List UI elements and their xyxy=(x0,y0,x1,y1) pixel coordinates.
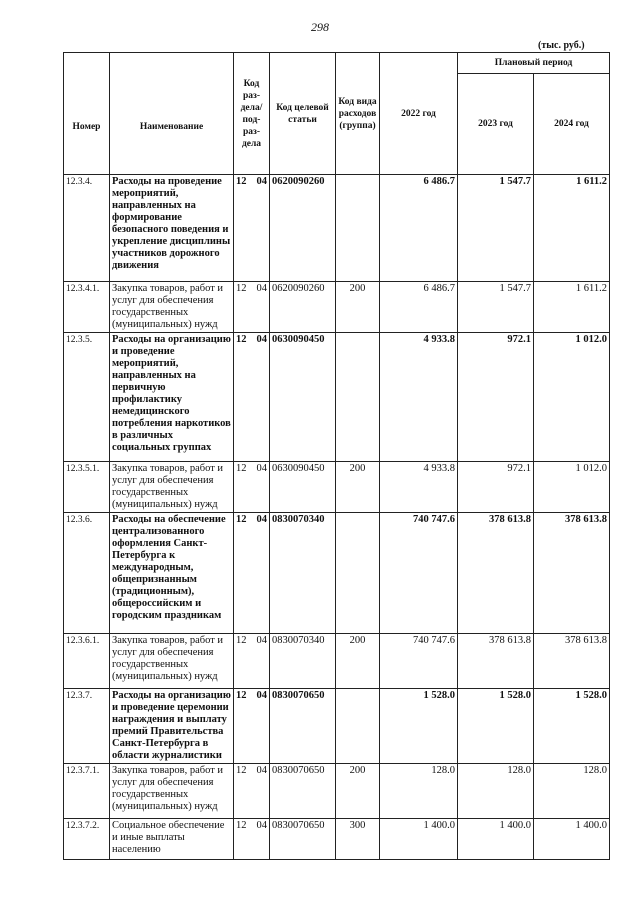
row-razdel xyxy=(234,333,270,462)
table-row xyxy=(64,175,610,282)
row-value-2022: 740 747.6 xyxy=(380,513,458,634)
header-2024: 2024 год xyxy=(534,74,610,175)
row-vid-rashodov xyxy=(336,689,380,764)
row-podrazdel-code: 04 xyxy=(256,334,267,345)
table-row xyxy=(64,764,610,819)
row-razdel-code: 12 xyxy=(236,514,247,525)
row-value-2023: 1 528.0 xyxy=(458,689,534,764)
row-value-2023: 1 547.7 xyxy=(458,282,534,333)
table-row xyxy=(64,819,610,860)
row-value-2022: 1 400.0 xyxy=(380,819,458,860)
row-vid-rashodov: 200 xyxy=(336,634,380,689)
row-number: 12.3.7.2. xyxy=(64,819,110,860)
row-name: Расходы на обеспечение централизованного оформления Санкт-Петербурга к международным, общепризнанным (традиционным), общероссийским и городским праздникам xyxy=(110,513,234,634)
row-vid-rashodov: 200 xyxy=(336,282,380,333)
header-razdel: Код раз-дела/ под-раз-дела xyxy=(234,53,270,175)
row-podrazdel-code: 04 xyxy=(256,463,267,474)
table-row xyxy=(64,689,610,764)
row-podrazdel-code: 04 xyxy=(256,765,267,776)
row-number: 12.3.7. xyxy=(64,689,110,764)
row-razdel-code: 12 xyxy=(236,690,247,701)
row-value-2024: 1 012.0 xyxy=(534,333,610,462)
row-razdel-code: 12 xyxy=(236,283,247,294)
row-value-2024: 128.0 xyxy=(534,764,610,819)
row-podrazdel-code: 04 xyxy=(256,635,267,646)
row-number: 12.3.4. xyxy=(64,175,110,282)
row-value-2023: 378 613.8 xyxy=(458,634,534,689)
table-body xyxy=(64,175,610,860)
row-name: Закупка товаров, работ и услуг для обеспечения государственных (муниципальных) нужд xyxy=(110,764,234,819)
row-value-2024: 1 611.2 xyxy=(534,282,610,333)
row-name: Расходы на проведение мероприятий, направленных на формирование безопасного поведения и укрепление дисциплины участников дорожного движения xyxy=(110,175,234,282)
row-number: 12.3.6.1. xyxy=(64,634,110,689)
row-value-2023: 1 547.7 xyxy=(458,175,534,282)
header-row xyxy=(64,53,610,74)
row-razdel-code: 12 xyxy=(236,635,247,646)
header-celevaya-statya: Код целевой статьи xyxy=(270,53,336,175)
row-vid-rashodov xyxy=(336,333,380,462)
row-razdel xyxy=(234,462,270,513)
row-name: Расходы на организацию и проведение церемонии награждения и выплату премий Правительства Санкт-Петербурга в области журналистики xyxy=(110,689,234,764)
table-row xyxy=(64,462,610,513)
row-value-2024: 1 528.0 xyxy=(534,689,610,764)
row-razdel-code: 12 xyxy=(236,820,247,831)
header-nomer: Номер xyxy=(64,53,110,175)
row-razdel xyxy=(234,689,270,764)
row-podrazdel-code: 04 xyxy=(256,690,267,701)
table-row xyxy=(64,634,610,689)
row-razdel xyxy=(234,513,270,634)
row-vid-rashodov xyxy=(336,175,380,282)
row-value-2022: 1 528.0 xyxy=(380,689,458,764)
row-razdel-code: 12 xyxy=(236,463,247,474)
row-razdel-code: 12 xyxy=(236,334,247,345)
row-value-2024: 1 012.0 xyxy=(534,462,610,513)
row-value-2023: 128.0 xyxy=(458,764,534,819)
header-naimenovanie: Наименование xyxy=(110,53,234,175)
row-value-2023: 972.1 xyxy=(458,462,534,513)
row-celevaya-statya: 0630090450 xyxy=(270,462,336,513)
row-razdel xyxy=(234,819,270,860)
row-celevaya-statya: 0830070650 xyxy=(270,689,336,764)
header-vid-rashodov: Код вида расходов (группа) xyxy=(336,53,380,175)
row-celevaya-statya: 0830070340 xyxy=(270,513,336,634)
row-value-2022: 6 486.7 xyxy=(380,282,458,333)
row-vid-rashodov xyxy=(336,513,380,634)
row-value-2022: 4 933.8 xyxy=(380,333,458,462)
row-podrazdel-code: 04 xyxy=(256,176,267,187)
budget-table xyxy=(63,52,610,860)
row-celevaya-statya: 0830070650 xyxy=(270,764,336,819)
header-2023: 2023 год xyxy=(458,74,534,175)
row-number: 12.3.7.1. xyxy=(64,764,110,819)
row-value-2024: 1 400.0 xyxy=(534,819,610,860)
row-value-2022: 740 747.6 xyxy=(380,634,458,689)
row-name: Закупка товаров, работ и услуг для обеспечения государственных (муниципальных) нужд xyxy=(110,282,234,333)
row-value-2023: 1 400.0 xyxy=(458,819,534,860)
row-name: Социальное обеспечение и иные выплаты населению xyxy=(110,819,234,860)
table-row xyxy=(64,513,610,634)
row-value-2024: 1 611.2 xyxy=(534,175,610,282)
header-2022: 2022 год xyxy=(380,53,458,175)
row-celevaya-statya: 0620090260 xyxy=(270,175,336,282)
row-value-2022: 128.0 xyxy=(380,764,458,819)
row-podrazdel-code: 04 xyxy=(256,820,267,831)
row-value-2023: 378 613.8 xyxy=(458,513,534,634)
row-value-2023: 972.1 xyxy=(458,333,534,462)
row-name: Закупка товаров, работ и услуг для обеспечения государственных (муниципальных) нужд xyxy=(110,462,234,513)
row-number: 12.3.6. xyxy=(64,513,110,634)
row-name: Расходы на организацию и проведение мероприятий, направленных на первичную профилактику немедицинского потребления наркотиков в различных социальных группах xyxy=(110,333,234,462)
row-razdel-code: 12 xyxy=(236,176,247,187)
row-name: Закупка товаров, работ и услуг для обеспечения государственных (муниципальных) нужд xyxy=(110,634,234,689)
row-value-2024: 378 613.8 xyxy=(534,634,610,689)
header-planovy-period: Плановый период xyxy=(458,53,610,74)
row-vid-rashodov: 300 xyxy=(336,819,380,860)
row-number: 12.3.4.1. xyxy=(64,282,110,333)
row-razdel xyxy=(234,634,270,689)
row-podrazdel-code: 04 xyxy=(256,283,267,294)
row-celevaya-statya: 0830070340 xyxy=(270,634,336,689)
row-podrazdel-code: 04 xyxy=(256,514,267,525)
units-label: (тыс. руб.) xyxy=(538,40,585,51)
row-celevaya-statya: 0830070650 xyxy=(270,819,336,860)
row-value-2022: 6 486.7 xyxy=(380,175,458,282)
row-number: 12.3.5.1. xyxy=(64,462,110,513)
row-number: 12.3.5. xyxy=(64,333,110,462)
row-value-2022: 4 933.8 xyxy=(380,462,458,513)
row-razdel-code: 12 xyxy=(236,765,247,776)
row-vid-rashodov: 200 xyxy=(336,764,380,819)
row-celevaya-statya: 0630090450 xyxy=(270,333,336,462)
table-row xyxy=(64,282,610,333)
row-razdel xyxy=(234,282,270,333)
row-razdel xyxy=(234,764,270,819)
row-vid-rashodov: 200 xyxy=(336,462,380,513)
table-row xyxy=(64,333,610,462)
row-value-2024: 378 613.8 xyxy=(534,513,610,634)
row-celevaya-statya: 0620090260 xyxy=(270,282,336,333)
row-razdel xyxy=(234,175,270,282)
page-number: 298 xyxy=(311,20,329,34)
